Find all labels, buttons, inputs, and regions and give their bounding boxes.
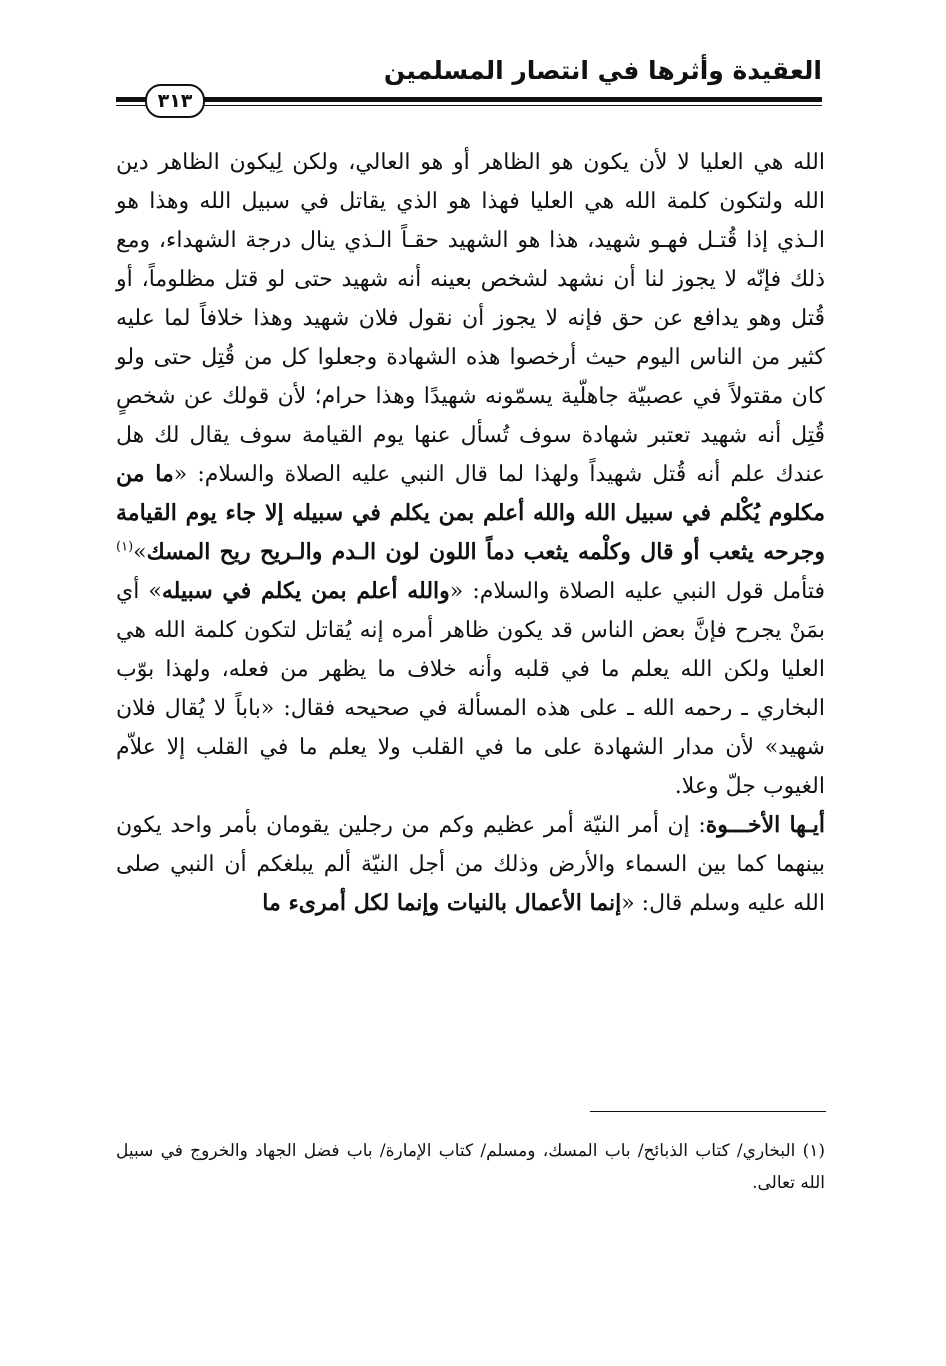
body-text xyxy=(116,143,825,923)
running-header-title: العقيدة وأثرها في انتصار المسلمين xyxy=(383,56,822,85)
quote-close: » xyxy=(133,540,147,565)
footnote xyxy=(116,1135,825,1199)
header-rule-thick xyxy=(116,97,822,102)
hadith-quote-3: إنما الأعمال بالنيات وإنما لكل أمرىء ما xyxy=(262,890,622,916)
paragraph-1 xyxy=(116,143,825,806)
page-number-badge: ٣١٣ xyxy=(145,84,205,118)
paragraph-2 xyxy=(116,806,825,923)
paragraph-1-text-a: الله هي العليا لا لأن يكون هو الظاهر أو هو العالي، ولكن لِيكون الظاهر دين الله ولتكون كلمة الله هي العليا فهذا هو الذي يقاتل في سبيل الله وهذا هو الـذي إذا قُتـل فهـو شهيد، هذا هو الشهيد حقـاً الـذي ينال درجة الشهداء، ومع ذلك فإنّه لا يجوز لنا أن نشهد لشخص بعينه أنه شهيد حتى لو قتل مظلوماً، أو قُتل وهو يدافع عن حق فإنه لا يجوز أن نقول فلان شهيد وهذا خلافاً لما عليه كثير من الناس اليوم حيث أرخصوا هذه الشهادة وجعلوا كل من قُتِل حتى ولو كان مقتولاً في عصبيّة جاهلّية يسمّونه شهيدًا وهذا حرام؛ لأن قولك عن شخصٍ قُتِل أنه شهيد تعتبر شهادة سوف تُسأل عنها يوم القيامة سوف يقال لك هل عندك علم أنه قُتل شهيداً ولهذا لما قال النبي عليه الصلاة والسلام: « xyxy=(116,150,825,487)
hadith-quote-1: ما من مكلوم يُكْلم في سبيل الله والله أعلم بمن يكلم في سبيله إلا جاء يوم القيامة وجرحه يثعب أو قال وكلْمه يثعب دماً اللون لون الـدم والـريح ريح المسك xyxy=(116,461,825,565)
header-rule-thin xyxy=(116,105,822,106)
paragraph-2-text: : إن أمر النيّة أمر عظيم وكم من رجلين يقومان بأمر واحد يكون بينهما كما بين السماء والأرض وذلك من أجل النيّة ألم يبلغكم أن النبي صلى الله عليه وسلم قال: « xyxy=(116,813,825,916)
footnote-separator xyxy=(590,1111,826,1112)
paragraph-2-address: أيـها الأخـــوة xyxy=(705,812,825,838)
hadith-quote-2: والله أعلم بمن يكلم في سبيله xyxy=(161,578,450,604)
paragraph-1-text-c: » أي بمَنْ يجرح فإنَّ بعض الناس قد يكون ظاهر أمره إنه يُقاتل لتكون كلمة الله هي العليا ولكن الله يعلم ما في قلبه وأنه خلاف ما يظهر من فعله، ولهذا بوّب البخاري ـ رحمه الله ـ على هذه المسألة في صحيحه فقال: «باباً لا يُقال فلان شهيد» لأن مدار الشهادة على ما في القلب ولا يعلم ما في القلب إلا علاّم الغيوب جلّ وعلا. xyxy=(116,579,825,799)
footnote-reference: (١) xyxy=(116,539,134,555)
paragraph-1-text-b: فتأمل قول النبي عليه الصلاة والسلام: « xyxy=(449,579,825,604)
footnote-text: (١) البخاري/ كتاب الذبائح/ باب المسك، ومسلم/ كتاب الإمارة/ باب فضل الجهاد والخروج في سبيل الله تعالى. xyxy=(116,1141,825,1193)
